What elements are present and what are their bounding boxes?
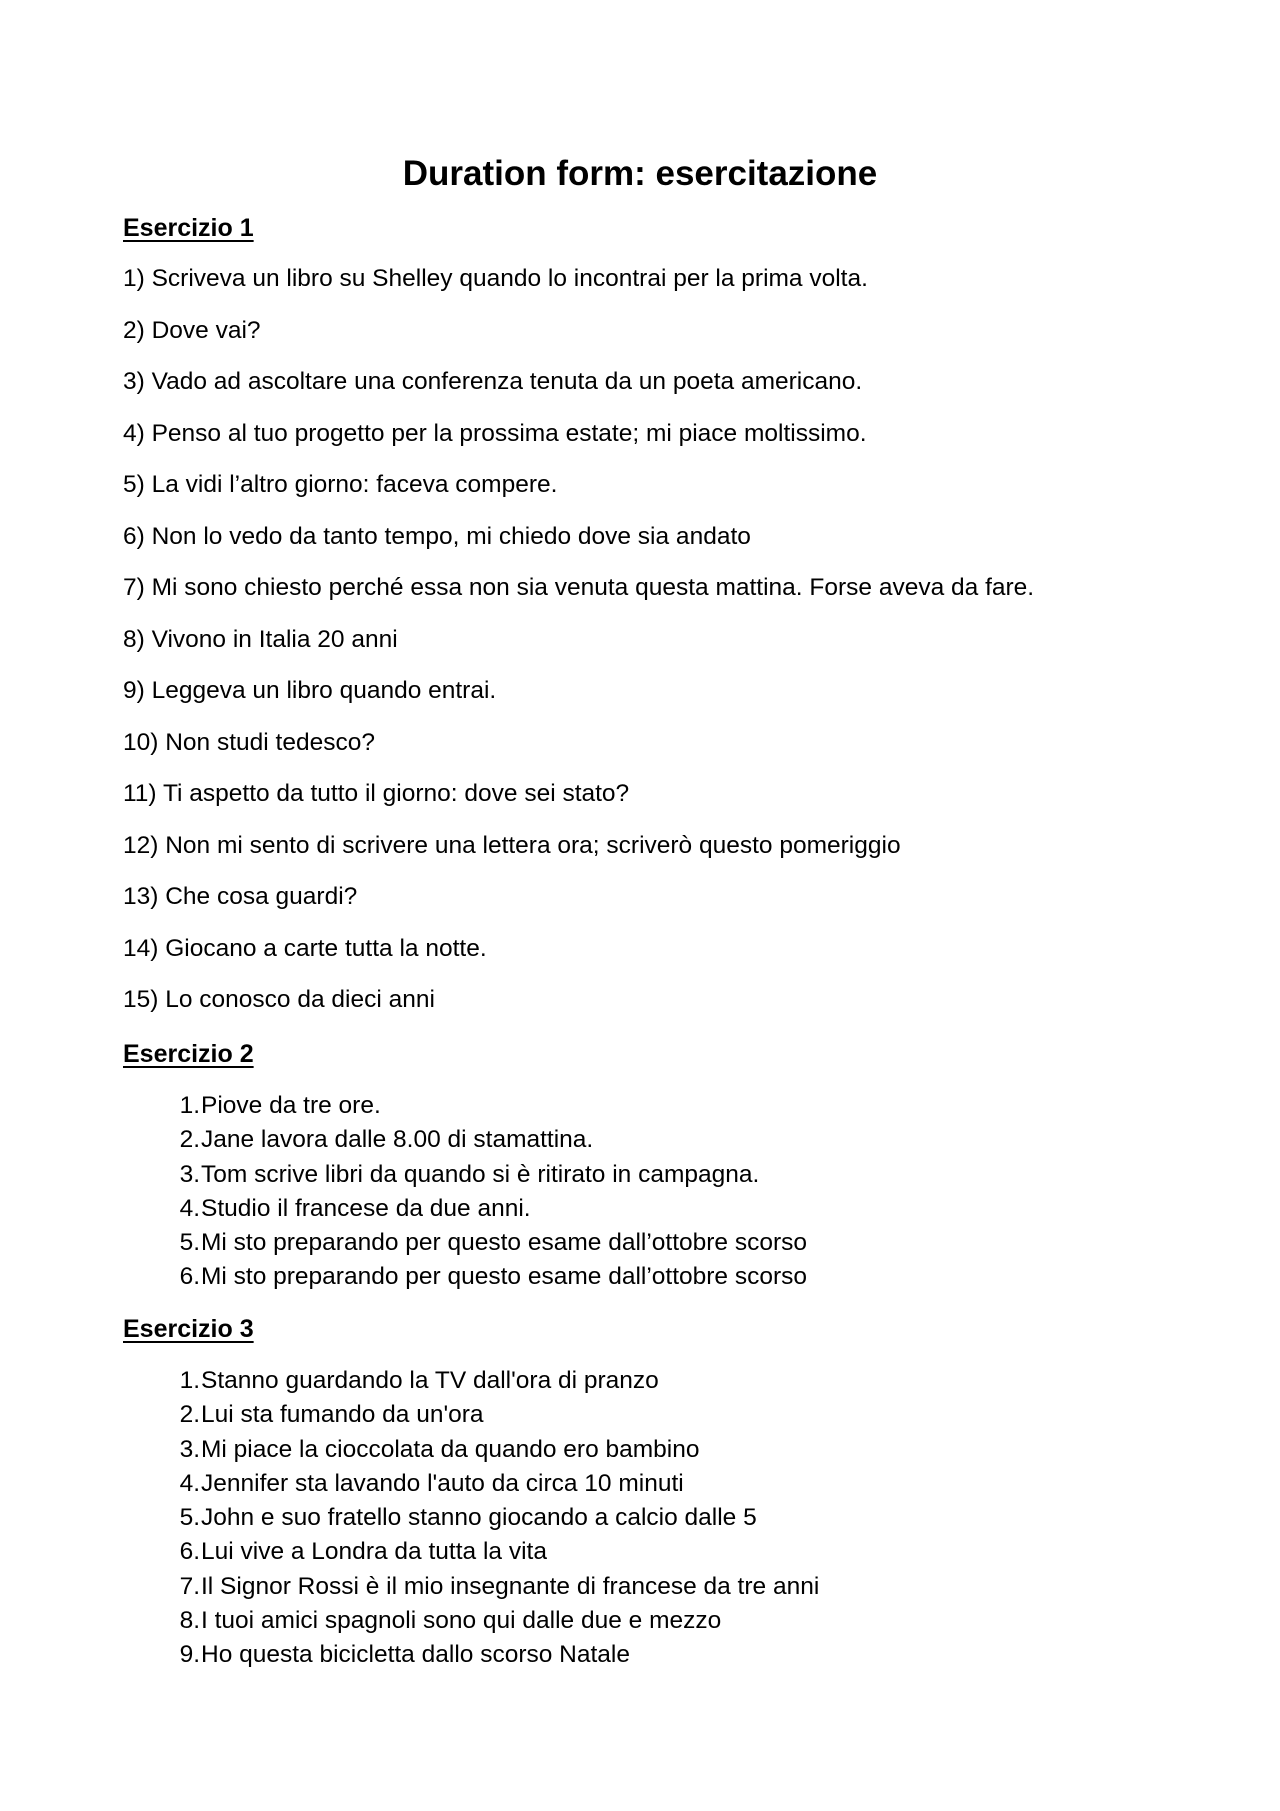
item-text: Mi sto preparando per questo esame dall’ottobre scorso	[201, 1263, 808, 1291]
item-number: 9.	[179, 1641, 200, 1669]
item-number: 6.	[179, 1263, 200, 1291]
list-item: 9) Leggeva un libro quando entrai.	[123, 677, 497, 704]
item-text: Jane lavora dalle 8.00 di stamattina.	[201, 1126, 594, 1154]
item-number: 1.	[179, 1092, 200, 1119]
item-number: 7.	[179, 1572, 200, 1600]
item-text: Lui vive a Londra da tutta la vita	[201, 1538, 547, 1566]
item-number: 3.	[179, 1160, 200, 1188]
list-item: 13) Che cosa guardi?	[123, 883, 358, 910]
item-text: Mi piace la cioccolata da quando ero bambino	[201, 1435, 700, 1463]
item-number: 8.	[179, 1607, 200, 1635]
list-item: 10) Non studi tedesco?	[123, 728, 375, 756]
list-item	[160, 1192, 807, 1226]
exercise-2-heading: Esercizio 2	[123, 1040, 254, 1068]
list-item	[160, 1638, 819, 1672]
list-item: 6) Non lo vedo da tanto tempo, mi chiedo dove sia andato	[123, 522, 751, 550]
list-item: 5) La vidi l’altro giorno: faceva compere.	[123, 471, 558, 498]
item-text: Mi sto preparando per questo esame dall’ottobre scorso	[201, 1229, 808, 1257]
list-item	[160, 1570, 819, 1604]
list-item: 11) Ti aspetto da tutto il giorno: dove sei stato?	[123, 780, 630, 807]
item-text: John e suo fratello stanno giocando a calcio dalle 5	[201, 1504, 757, 1532]
exercise-3-heading: Esercizio 3	[123, 1315, 254, 1343]
item-number: 4.	[179, 1469, 200, 1497]
list-item: 2) Dove vai?	[123, 316, 261, 344]
item-text: Jennifer sta lavando l'auto da circa 10 minuti	[201, 1469, 684, 1497]
list-item: 4) Penso al tuo progetto per la prossima estate; mi piace moltissimo.	[123, 419, 867, 447]
list-item: 15) Lo conosco da dieci anni	[123, 986, 435, 1013]
item-number: 6.	[179, 1538, 200, 1566]
list-item	[160, 1398, 819, 1432]
list-item: 12) Non mi sento di scrivere una lettera ora; scriverò questo pomeriggio	[123, 831, 901, 859]
item-number: 3.	[179, 1435, 200, 1463]
item-text: Studio il francese da due anni.	[201, 1194, 531, 1222]
exercise-3-list	[160, 1364, 819, 1673]
list-item	[160, 1433, 819, 1467]
list-item	[160, 1501, 819, 1535]
exercise-1-list	[123, 264, 1034, 1037]
item-number: 5.	[179, 1504, 200, 1532]
exercise-1-heading: Esercizio 1	[123, 214, 254, 242]
list-item	[160, 1089, 807, 1123]
item-text: Il Signor Rossi è il mio insegnante di francese da tre anni	[201, 1572, 820, 1600]
list-item: 3) Vado ad ascoltare una conferenza tenuta da un poeta americano.	[123, 368, 863, 395]
item-text: Tom scrive libri da quando si è ritirato in campagna.	[201, 1160, 760, 1188]
list-item	[160, 1260, 807, 1294]
list-item	[160, 1535, 819, 1569]
item-text: I tuoi amici spagnoli sono qui dalle due e mezzo	[201, 1607, 722, 1635]
item-number: 1.	[179, 1367, 200, 1394]
item-text: Ho questa bicicletta dallo scorso Natale	[201, 1641, 630, 1669]
item-number: 4.	[179, 1194, 200, 1222]
list-item	[160, 1158, 807, 1192]
list-item	[160, 1467, 819, 1501]
exercise-2-list	[160, 1089, 807, 1295]
item-text: Stanno guardando la TV dall'ora di pranzo	[201, 1367, 659, 1394]
list-item: 8) Vivono in Italia 20 anni	[123, 625, 398, 653]
item-number: 5.	[179, 1229, 200, 1257]
item-number: 2.	[179, 1401, 200, 1429]
list-item: 1) Scriveva un libro su Shelley quando lo incontrai per la prima volta.	[123, 265, 868, 292]
list-item	[160, 1123, 807, 1157]
list-item: 7) Mi sono chiesto perché essa non sia venuta questa mattina. Forse aveva da fare.	[123, 574, 1035, 601]
page-title: Duration form: esercitazione	[402, 154, 878, 193]
item-text: Lui sta fumando da un'ora	[201, 1401, 484, 1429]
item-text: Piove da tre ore.	[201, 1092, 381, 1119]
list-item: 14) Giocano a carte tutta la notte.	[123, 934, 487, 962]
list-item	[160, 1364, 819, 1398]
list-item	[160, 1226, 807, 1260]
item-number: 2.	[179, 1126, 200, 1154]
list-item	[160, 1604, 819, 1638]
